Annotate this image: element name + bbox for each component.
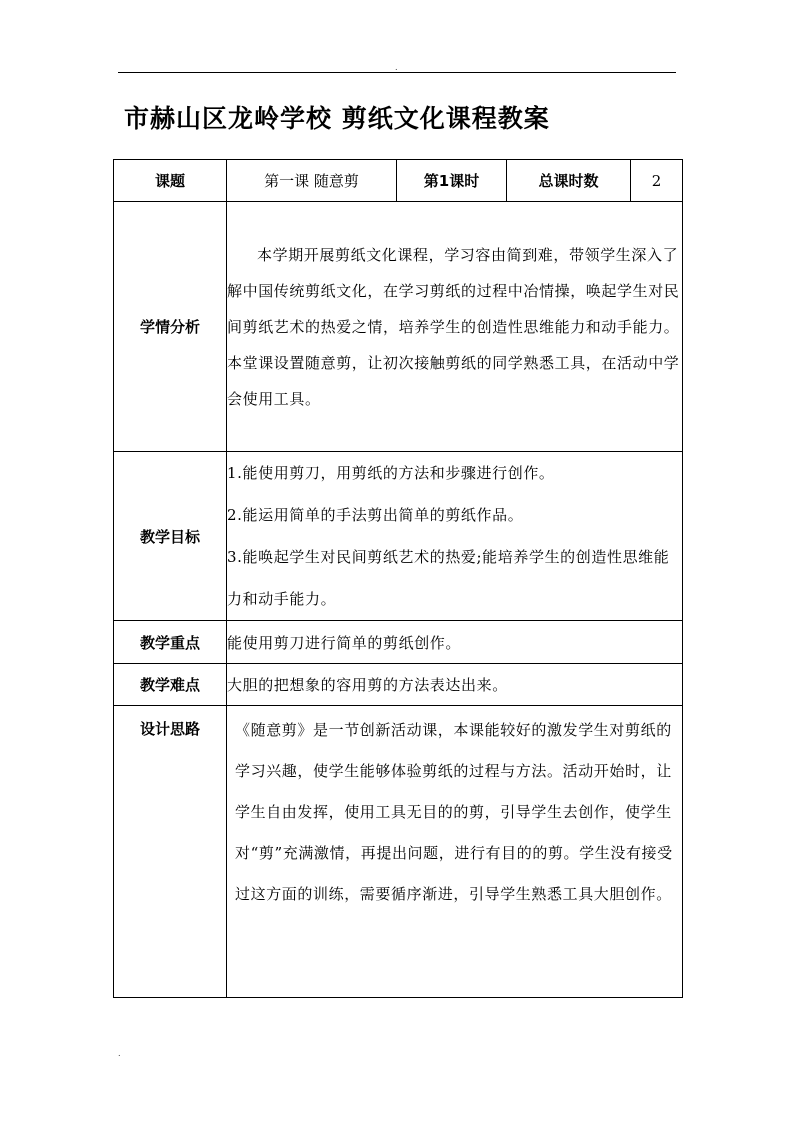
topic-row: [114, 160, 683, 202]
goals-label: 教学目标: [114, 452, 227, 621]
key-text: 能使用剪刀进行简单的剪纸创作。: [227, 621, 683, 664]
design-text: 《随意剪》是一节创新活动课，本课能较好的激发学生对剪纸的学习兴趣，使学生能够体验剪纸的过程与方法。活动开始时，让学生自由发挥，使用工具无目的的剪，引导学生去创作，使学生对“剪”充满激情，再提出问题，进行有目的的剪。学生没有接受过这方面的训练，需要循序渐进，引导学生熟悉工具大胆创作。: [227, 706, 683, 998]
goal-item: 3.能唤起学生对民间剪纸艺术的热爱;能培养学生的创造性思维能力和动手能力。: [227, 548, 670, 608]
goal-item: 1.能使用剪刀，用剪纸的方法和步骤进行创作。: [227, 464, 555, 482]
difficulty-label: 教学难点: [114, 664, 227, 706]
page-title: 市赫山区龙岭学校 剪纸文化课程教案: [124, 104, 550, 133]
key-label: 教学重点: [114, 621, 227, 664]
analysis-text: 本学期开展剪纸文化课程，学习容由简到难，带领学生深入了解中国传统剪纸文化，在学习剪纸的过程中冶情操，唤起学生对民间剪纸艺术的热爱之情，培养学生的创造性思维能力和动手能力。本堂课设置随意剪，让初次接触剪纸的同学熟悉工具，在活动中学会使用工具。: [227, 202, 683, 452]
difficulty-text: 大胆的把想象的容用剪的方法表达出来。: [227, 664, 683, 706]
design-row: [114, 706, 683, 998]
total-hours-value: 2: [631, 160, 683, 202]
lesson-hour: 第1课时: [397, 160, 507, 202]
topic-label: 课题: [114, 160, 227, 202]
goals-list: [227, 452, 683, 621]
header-rule: [118, 72, 676, 73]
goal-item: 2.能运用简单的手法剪出简单的剪纸作品。: [227, 506, 524, 524]
lesson-plan-table: [113, 159, 683, 998]
total-hours-label: 总课时数: [507, 160, 631, 202]
analysis-label: 学情分析: [114, 202, 227, 452]
header-dot: .: [395, 63, 398, 72]
goals-row: [114, 452, 683, 621]
key-row: [114, 621, 683, 664]
design-label: 设计思路: [114, 706, 227, 998]
difficulty-row: [114, 664, 683, 706]
footer-dot: .: [118, 1049, 121, 1058]
analysis-row: [114, 202, 683, 452]
topic-value: 第一课 随意剪: [227, 160, 397, 202]
